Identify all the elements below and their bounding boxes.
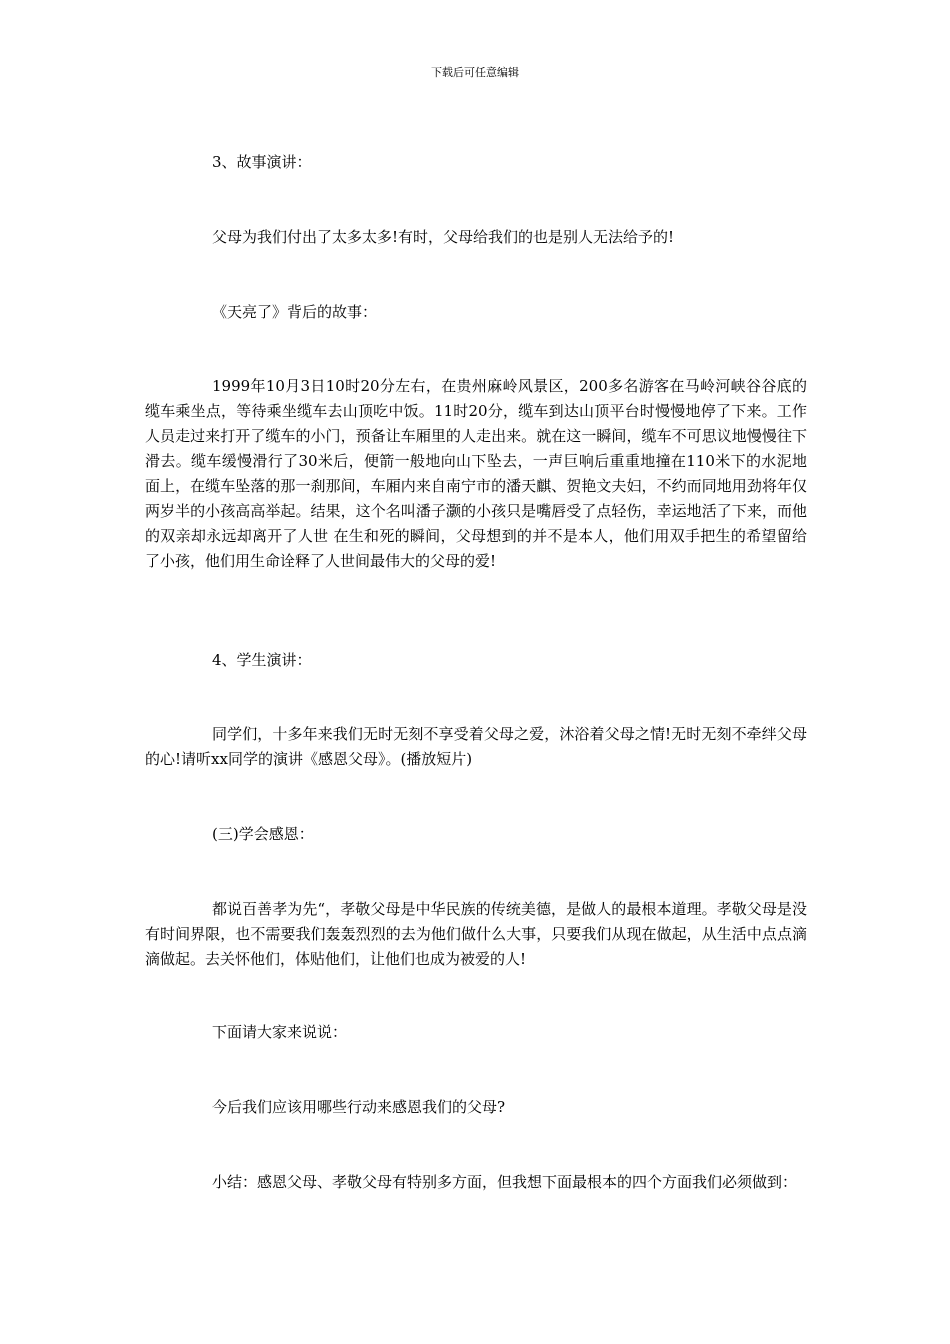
section-heading-student-speech: 4、学生演讲： <box>212 651 312 669</box>
paragraph-student-speech: 同学们，十多年来我们无时无刻不享受着父母之爱，沐浴着父母之情!无时无刻不牵绊父母的心!请听xx同学的演讲《感恩父母》。(播放短片) <box>145 725 807 768</box>
paragraph-filial-piety: 都说百善孝为先“，孝敬父母是中华民族的传统美德，是做人的最根本道理。孝敬父母是没有时间界限，也不需要我们轰轰烈烈的去为他们做什么大事，只要我们从现在做起，从生活中点点滴滴做起。去关怀他们，体贴他们，让他们也成为被爱的人! <box>145 900 807 968</box>
section-heading-learn-gratitude: (三)学会感恩： <box>212 825 314 843</box>
paragraph-parents-give: 父母为我们付出了太多太多!有时，父母给我们的也是别人无法给予的! <box>212 228 675 246</box>
paragraph-question: 今后我们应该用哪些行动来感恩我们的父母? <box>212 1098 506 1116</box>
paragraph-summary: 小结：感恩父母、孝敬父母有特别多方面，但我想下面最根本的四个方面我们必须做到： <box>212 1173 798 1191</box>
page-header: 下载后可任意编辑 <box>431 66 519 79</box>
paragraph-discussion-prompt: 下面请大家来说说： <box>212 1023 348 1041</box>
paragraph-cable-car-story: 1999年10月3日10时20分左右，在贵州麻岭风景区，200多名游客在马岭河峡谷谷底的缆车乘坐点，等待乘坐缆车去山顶吃中饭。11时20分，缆车到达山顶平台时慢慢地停了下来。工作人员走过来打开了缆车的小门，预备让车厢里的人走出来。就在这一瞬间，缆车不可思议地慢慢往下滑去。缆车缓慢滑行了30米后，便箭一般地向山下坠去，一声巨响后重重地撞在110米下的水泥地面上，在缆车坠落的那一刹那间，车厢内来自南宁市的潘天麒、贺艳文夫妇，不约而同地用劲将年仅两岁半的小孩高高举起。结果，这个名叫潘子灏的小孩只是嘴唇受了点轻伤，幸运地活了下来，而他的双亲却永远却离开了人世 在生和死的瞬间，父母想到的并不是本人，他们用双手把生的希望留给了小孩，他们用生命诠释了人世间最伟大的父母的爱! <box>145 377 807 570</box>
section-heading-story-speech: 3、故事演讲： <box>212 153 312 171</box>
story-title: 《天亮了》背后的故事： <box>212 303 378 321</box>
